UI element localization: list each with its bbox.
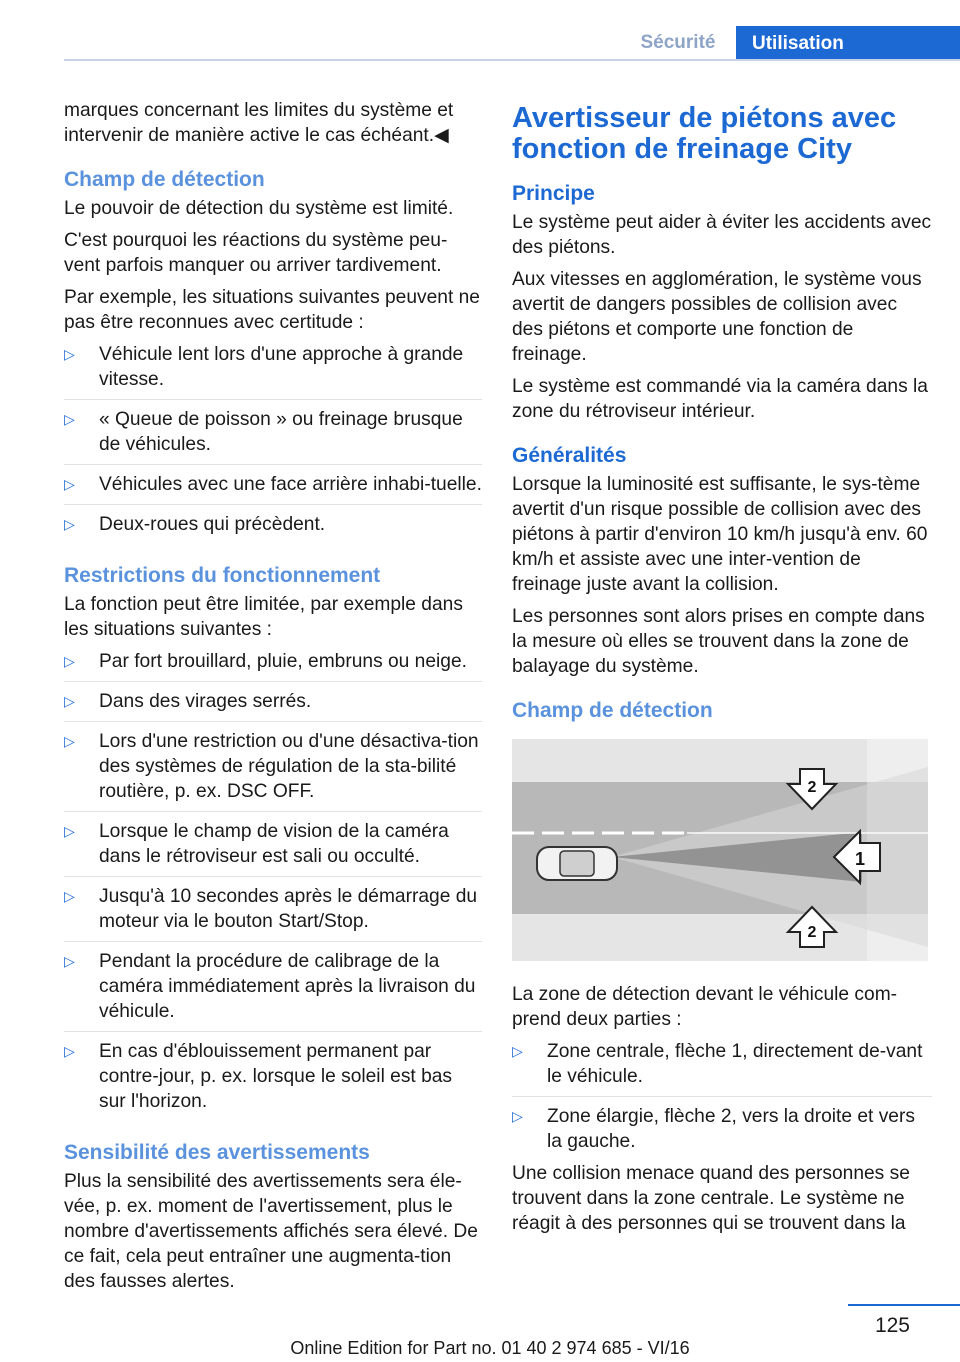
paragraph: Plus la sensibilité des avertissements sera éle-vée, p. ex. moment de l'avertissement, plus le nombre d'avertissements affichés sera élevé. De ce fait, cela peut entraîner une augmenta-tion des fausses alertes. [64,1171,478,1292]
paragraph: Une collision menace quand des personnes se trouvent dans la zone centrale. Le système ne réagit à des personnes qui se trouvent dans la [512,1163,910,1234]
list-item-text: En cas d'éblouissement permanent par contre-jour, p. ex. lorsque le soleil est bas sur l'horizon. [99,1041,453,1112]
list-item-text: Lorsque le champ de vision de la caméra dans le rétroviseur est sali ou occulté. [99,821,449,867]
list-item [64,512,482,544]
heading-generalites: Généralités [512,444,627,467]
bullet-icon: ▷ [64,888,75,904]
list-item [64,689,482,722]
list-item [64,342,482,400]
list-item [64,472,482,505]
bullet-icon: ▷ [64,653,75,669]
section-title-champ: Champ de détection [64,168,265,191]
paragraph: C'est pourquoi les réactions du système peu-vent parfois manquer ou arriver tardivement. [64,230,448,276]
list-item [64,819,482,877]
arrow-2-bottom-label: 2 [807,924,817,941]
bullet-icon: ▷ [512,1108,523,1124]
heading-principe: Principe [512,182,595,205]
footer-accent-line [848,1304,960,1306]
list-item [64,1039,482,1121]
left-column [64,98,482,1301]
arrow-1-label: 1 [854,849,866,869]
header-divider [64,59,960,61]
list-item-text: Pendant la procédure de calibrage de la caméra immédiatement après la livraison du véhicule. [99,951,476,1022]
list-item-text: « Queue de poisson » ou freinage brusque de véhicules. [99,409,463,455]
paragraph: Le système peut aider à éviter les accidents avec des piétons. [512,212,932,258]
page-number: 125 [874,1314,910,1337]
list-item-text: Véhicule lent lors d'une approche à grande vitesse. [99,344,464,390]
bullet-icon: ▷ [512,1043,523,1059]
paragraph: Le pouvoir de détection du système est limité. [64,198,454,219]
bullet-icon: ▷ [64,1043,75,1059]
right-column [512,103,932,1243]
paragraph: La fonction peut être limitée, par exemple dans les situations suivantes : [64,594,463,640]
bullet-list [512,1039,932,1161]
bullet-icon: ▷ [64,516,75,532]
bullet-icon: ▷ [64,693,75,709]
bullet-list [64,342,482,544]
list-item-text: Véhicules avec une face arrière inhabi-tuelle. [99,474,482,495]
footer-edition: Online Edition for Part no. 01 40 2 974 685 - VI/16 [290,1338,690,1358]
paragraph: Lorsque la luminosité est suffisante, le sys-tème avertit d'un risque possible de collision avec des piétons à partir d'environ 10 km/h jusqu'à env. 60 km/h et assiste avec une inter-vention de freinage juste avant la collision. [512,474,928,595]
list-item [64,884,482,942]
paragraph: Aux vitesses en agglomération, le système vous avertit de dangers possibles de collision avec des piétons et comporte une fonction de freinage. [512,269,922,365]
list-item [512,1104,932,1161]
list-item-text: Lors d'une restriction ou d'une désactiva-tion des systèmes de régulation de la sta-bilité routière, p. ex. DSC OFF. [99,731,479,802]
bullet-icon: ▷ [64,823,75,839]
car-icon [537,847,617,880]
bullet-icon: ▷ [64,953,75,969]
list-item [64,649,482,682]
bullet-icon: ▷ [64,733,75,749]
list-item-text: Zone élargie, flèche 2, vers la droite et vers la gauche. [547,1106,915,1152]
section-title-champ-right: Champ de détection [512,699,713,722]
list-item-text: Deux-roues qui précèdent. [99,514,326,535]
arrow-2-top-label: 2 [807,779,817,796]
detection-zone-diagram [512,739,928,961]
paragraph: La zone de détection devant le véhicule com-prend deux parties : [512,984,898,1030]
section-title-restrictions: Restrictions du fonctionnement [64,564,381,587]
list-item-text: Par fort brouillard, pluie, embruns ou neige. [99,651,467,672]
main-title: Avertisseur de piétons avec fonction de freinage City [512,102,897,165]
bullet-icon: ▷ [64,411,75,427]
list-item-text: Dans des virages serrés. [99,691,312,712]
paragraph: Les personnes sont alors prises en compte dans la mesure où elles se trouvent dans la zone de balayage du système. [512,606,925,677]
intro-paragraph: marques concernant les limites du système et intervenir de manière active le cas échéant.◀ [64,100,454,146]
list-item [64,729,482,812]
list-item-text: Zone centrale, flèche 1, directement de-vant le véhicule. [547,1041,923,1087]
section-title-sensibilite: Sensibilité des avertissements [64,1141,370,1164]
tab-securite[interactable]: Sécurité [640,32,716,53]
bullet-list [64,649,482,1121]
list-item-text: Jusqu'à 10 secondes après le démarrage du moteur via le bouton Start/Stop. [99,886,478,932]
bullet-icon: ▷ [64,476,75,492]
list-item [64,949,482,1032]
paragraph: Le système est commandé via la caméra dans la zone du rétroviseur intérieur. [512,376,928,422]
list-item [512,1039,932,1097]
paragraph: Par exemple, les situations suivantes peuvent ne pas être reconnues avec certitude : [64,287,480,333]
list-item [64,407,482,465]
bullet-icon: ▷ [64,346,75,362]
tab-utilisation[interactable]: Utilisation [736,26,960,61]
